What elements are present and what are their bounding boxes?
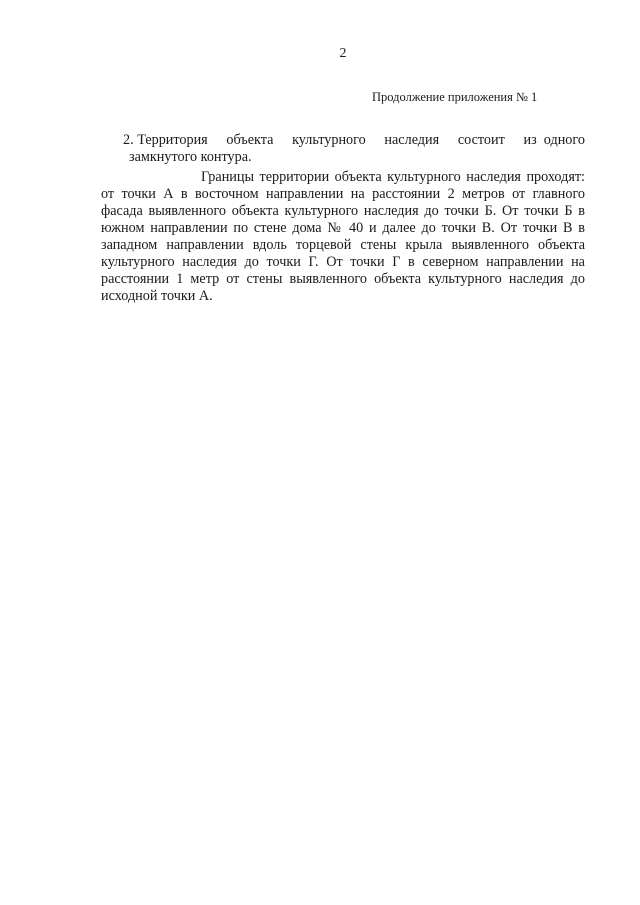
territory-item <box>123 132 585 166</box>
appendix-continuation-note: Продолжение приложения № 1 <box>372 90 538 104</box>
item-word: объекта <box>226 132 274 148</box>
item-word: одного <box>543 132 585 148</box>
item-number: 2. <box>123 132 134 148</box>
item-lead <box>123 132 208 149</box>
item-word: из <box>523 132 537 148</box>
item-tail <box>524 132 585 149</box>
territory-item-first-line <box>123 132 585 149</box>
boundaries-paragraph: Границы территории объекта культурного наследия проходят: от точки А в восточном направлении на расстоянии 2 метров от главного фасада выявленного объекта культурного наследия до точки Б. От точки Б в южном направлении по стене дома № 40 и далее до точки В. От точки В в западном направлении вдоль торцевой стены крыла выявленного объекта культурного наследия до точки Г. От точки Г в северном направлении на расстоянии 1 метр от стены выявленного объекта культурного наследия до исходной точки А. <box>101 169 585 304</box>
item-word: Территория <box>137 132 208 148</box>
item-word: наследия <box>384 132 440 148</box>
page-number: 2 <box>339 46 347 61</box>
item-word: культурного <box>292 132 366 148</box>
item-word: состоит <box>457 132 505 148</box>
territory-item-second-line: замкнутого контура. <box>129 149 252 165</box>
